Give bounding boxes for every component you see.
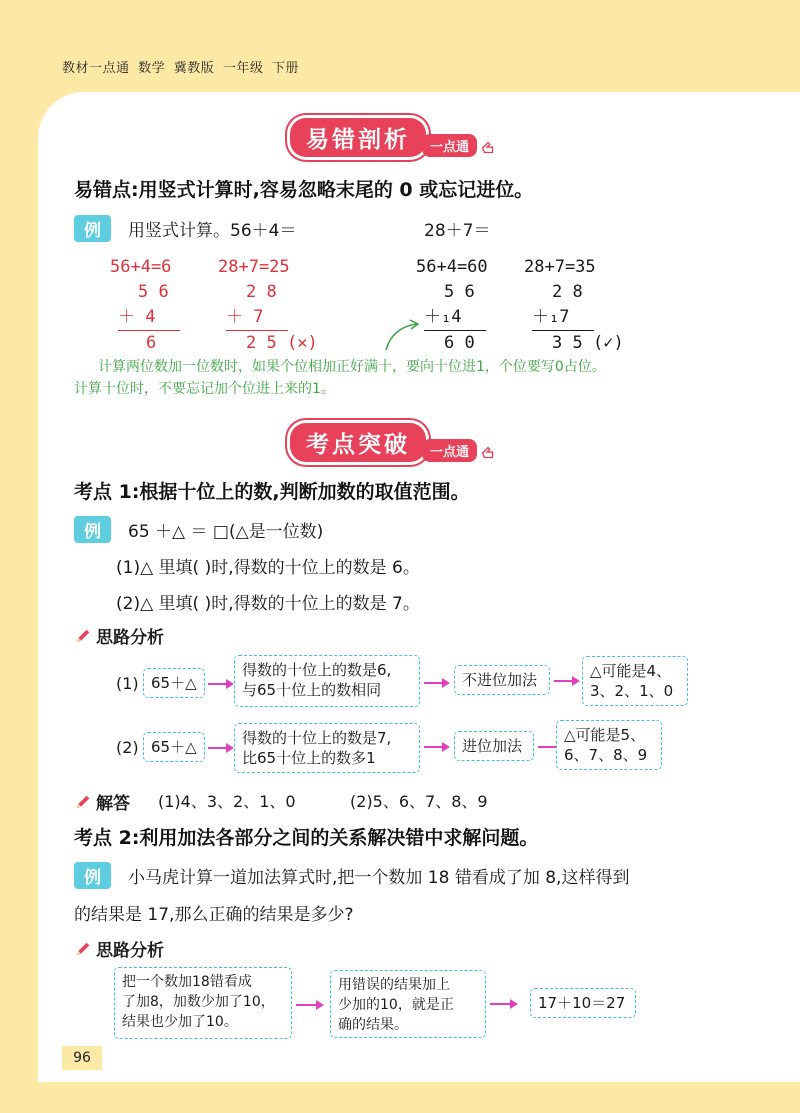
- pointing-hand-icon: [479, 444, 497, 462]
- question-2: (2)△ 里填( )时,得数的十位上的数是 7。: [116, 594, 420, 614]
- box-line: △可能是5、: [564, 726, 646, 744]
- wrong-mark: (✕): [286, 333, 318, 353]
- row-1-label: (1): [116, 674, 139, 693]
- example-prompt-2: 28＋7＝: [424, 221, 491, 241]
- answer-2: (2)5、6、7、8、9: [350, 792, 488, 811]
- pencil-icon: [74, 793, 92, 811]
- section-banner-keypoints: [290, 423, 497, 462]
- banner-title: 易错剖析: [290, 118, 426, 157]
- box-line: 得数的十位上的数是6,: [242, 661, 392, 679]
- row-2-reason-box: [234, 723, 420, 773]
- calc-row-1: 2 8: [246, 282, 277, 302]
- kp2-reason-box: [114, 967, 292, 1039]
- banner-title: 考点突破: [290, 423, 426, 462]
- box-line: 了加8，加数少加了10，: [122, 994, 275, 1010]
- flow-arrow: [424, 746, 444, 748]
- analysis-label-text: 思路分析: [96, 941, 164, 961]
- box-line: 用错误的结果加上: [338, 977, 450, 993]
- calc-row-2: ＋₁4: [424, 305, 486, 331]
- keypoint-1-prompt: 65 ＋△ ＝ □(△是一位数): [128, 522, 324, 542]
- box-line: 确的结果。: [338, 1017, 408, 1033]
- row-1-method-box: 不进位加法: [454, 665, 550, 695]
- example-tag: 例: [74, 516, 111, 543]
- row-2-method-box: 进位加法: [454, 731, 534, 761]
- box-line: 得数的十位上的数是7,: [242, 729, 392, 747]
- section-banner-errors: [290, 118, 497, 157]
- row-1-result-box: [582, 656, 688, 706]
- question-1: (1)△ 里填( )时,得数的十位上的数是 6。: [116, 558, 420, 578]
- row-1-reason-box: [234, 655, 420, 707]
- calc-row-3: 3 5: [552, 333, 583, 353]
- analysis-label-text: 思路分析: [96, 628, 164, 648]
- banner-subtitle: 一点通: [422, 439, 477, 462]
- analysis-label: [74, 623, 164, 648]
- pointing-hand-icon: [479, 139, 497, 157]
- flow-arrow: [296, 1004, 318, 1006]
- page-number: 96: [62, 1046, 102, 1070]
- box-line: 与65十位上的数相同: [242, 681, 382, 699]
- calc-row-3: 2 5: [246, 333, 277, 353]
- note-line-1: 计算两位数加一位数时，如果个位相加正好满十，要向十位进1，个位要写0占位。: [98, 359, 606, 375]
- flow-arrow: [490, 1003, 512, 1005]
- kp2-result-box: 17＋10＝27: [530, 988, 636, 1018]
- flow-arrow: [538, 746, 558, 748]
- row-2-result-box: [556, 720, 662, 770]
- box-line: 3、2、1、0: [590, 682, 674, 700]
- right-calc-2: [524, 255, 624, 356]
- box-line: △可能是4、: [590, 662, 672, 680]
- row-1-start-box: 65＋△: [143, 668, 205, 698]
- calc-row-3: 6 0: [444, 333, 475, 353]
- box-line: 少加的10，就是正: [338, 997, 454, 1013]
- calc-equation: 28+7=35: [524, 257, 596, 277]
- right-calc-1: [416, 255, 488, 356]
- note-line-2: 计算十位时，不要忘记加个位进上来的1。: [74, 381, 335, 397]
- box-line: 比65十位上的数多1: [242, 749, 376, 767]
- row-2-start-box: 65＋△: [143, 732, 205, 762]
- calc-equation: 56+4=6: [110, 257, 172, 277]
- wrong-calc-1: [110, 255, 180, 356]
- example-tag: 例: [74, 215, 111, 242]
- banner-subtitle: 一点通: [422, 134, 477, 157]
- box-line: 结果也少加了10。: [122, 1014, 238, 1030]
- flow-arrow: [424, 682, 444, 684]
- answer-1: (1)4、3、2、1、0: [158, 792, 296, 811]
- calc-row-3: 6: [146, 333, 157, 353]
- pencil-icon: [74, 940, 92, 958]
- analysis-label-2: [74, 936, 164, 961]
- flow-arrow: [208, 683, 228, 685]
- answer-label-text: 解答: [96, 794, 130, 814]
- calc-row-2: ＋₁7: [532, 305, 594, 331]
- example-prompt: 用竖式计算。56＋4＝: [128, 221, 297, 241]
- box-line: 把一个数加18错看成: [122, 974, 252, 990]
- box-line: 6、7、8、9: [564, 746, 648, 764]
- keypoint-2-heading: 考点 2:利用加法各部分之间的关系解决错中求解问题。: [74, 827, 539, 849]
- calc-row-2: ＋ 7: [226, 305, 288, 331]
- answer-label: [74, 789, 130, 814]
- flow-arrow: [208, 747, 228, 749]
- calc-equation: 56+4=60: [416, 257, 488, 277]
- flow-arrow: [554, 680, 574, 682]
- keypoint-1-heading: 考点 1:根据十位上的数,判断加数的取值范围。: [74, 481, 470, 503]
- example-tag: 例: [74, 862, 111, 889]
- row-2-label: (2): [116, 738, 139, 757]
- wrong-calc-2: [218, 255, 318, 356]
- kp2-method-box: [330, 970, 486, 1038]
- keypoint-2-prompt-2: 的结果是 17,那么正确的结果是多少?: [74, 905, 354, 925]
- keypoint-2-prompt-1: 小马虎计算一道加法算式时,把一个数加 18 错看成了加 8,这样得到: [128, 868, 630, 888]
- calc-row-1: 5 6: [138, 282, 169, 302]
- right-mark: (✓): [592, 333, 624, 353]
- running-header: 教材一点通 数学 冀教版 一年级 下册: [62, 61, 300, 76]
- calc-row-1: 2 8: [552, 282, 583, 302]
- pencil-icon: [74, 627, 92, 645]
- error-point-heading: 易错点:用竖式计算时,容易忽略末尾的 0 或忘记进位。: [74, 179, 534, 201]
- calc-row-1: 5 6: [444, 282, 475, 302]
- calc-row-2: ＋ 4: [118, 305, 180, 331]
- calc-equation: 28+7=25: [218, 257, 290, 277]
- green-arrow-icon: [382, 318, 422, 352]
